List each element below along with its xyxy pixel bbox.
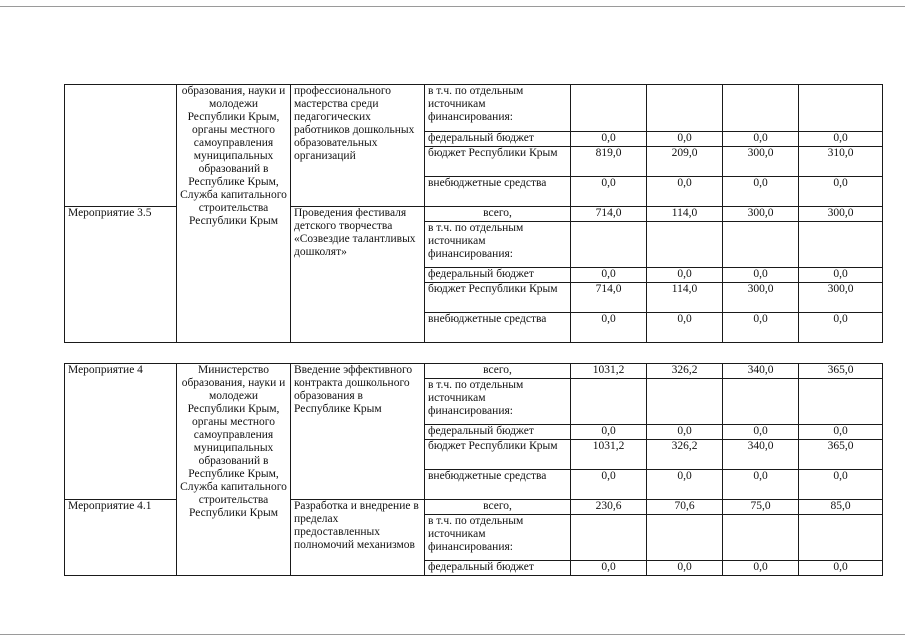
amount-total: 1031,2: [571, 364, 647, 379]
amount-year-2: 300,0: [723, 283, 799, 313]
funding-source: бюджет Республики Крым: [425, 440, 571, 470]
amount-year-3: 0,0: [799, 132, 883, 147]
measure-label: Мероприятие 4.1: [65, 500, 177, 576]
funding-source: всего,: [425, 500, 571, 515]
amount-year-1: 0,0: [647, 313, 723, 343]
amount-year-2: 0,0: [723, 313, 799, 343]
funding-source: в т.ч. по отдельным источникам финансирования:: [425, 222, 571, 268]
amount-year-3: [799, 379, 883, 425]
amount-year-2: 0,0: [723, 470, 799, 500]
funding-source: федеральный бюджет: [425, 268, 571, 283]
amount-year-3: 365,0: [799, 364, 883, 379]
amount-year-2: [723, 515, 799, 561]
amount-total: 0,0: [571, 132, 647, 147]
amount-year-3: 0,0: [799, 177, 883, 207]
funding-source: всего,: [425, 207, 571, 222]
amount-year-2: [723, 222, 799, 268]
amount-year-2: 0,0: [723, 268, 799, 283]
amount-year-2: 0,0: [723, 132, 799, 147]
amount-year-3: 0,0: [799, 470, 883, 500]
amount-year-3: 0,0: [799, 313, 883, 343]
amount-year-3: [799, 222, 883, 268]
funding-source: бюджет Республики Крым: [425, 147, 571, 177]
funding-source: внебюджетные средства: [425, 313, 571, 343]
amount-year-1: [647, 379, 723, 425]
responsible-executor: образования, науки и молодежи Республики Крым, органы местного самоуправления муниципальных образований в Республике Крым, Служба капитального строительства Республики Крым: [177, 85, 291, 343]
scan-top-edge: [0, 6, 905, 7]
amount-total: [571, 379, 647, 425]
amount-year-1: 326,2: [647, 440, 723, 470]
amount-year-1: 0,0: [647, 177, 723, 207]
amount-year-2: 0,0: [723, 425, 799, 440]
amount-year-1: 0,0: [647, 132, 723, 147]
amount-year-3: 300,0: [799, 283, 883, 313]
funding-source: федеральный бюджет: [425, 561, 571, 576]
amount-year-1: [647, 222, 723, 268]
amount-total: 819,0: [571, 147, 647, 177]
table-row: [65, 364, 883, 379]
amount-year-2: 0,0: [723, 177, 799, 207]
amount-total: 0,0: [571, 313, 647, 343]
amount-year-1: [647, 85, 723, 132]
measure-name: Проведения фестиваля детского творчества «Созвездие талантливых дошколят»: [291, 207, 425, 343]
amount-year-2: 340,0: [723, 440, 799, 470]
measure-label-cell: [65, 85, 177, 207]
amount-total: 714,0: [571, 207, 647, 222]
funding-source: в т.ч. по отдельным источникам финансирования:: [425, 515, 571, 561]
amount-year-2: 0,0: [723, 561, 799, 576]
responsible-executor: Министерство образования, науки и молодежи Республики Крым, органы местного самоуправления муниципальных образований в Республике Крым, Служба капитального строительства Республики Крым: [177, 364, 291, 576]
amount-year-3: 310,0: [799, 147, 883, 177]
measure-label: Мероприятие 3.5: [65, 207, 177, 343]
measure-label: Мероприятие 4: [65, 364, 177, 500]
amount-year-3: 85,0: [799, 500, 883, 515]
funding-source: федеральный бюджет: [425, 132, 571, 147]
amount-year-1: 114,0: [647, 283, 723, 313]
amount-year-3: 365,0: [799, 440, 883, 470]
amount-total: 0,0: [571, 268, 647, 283]
funding-source: в т.ч. по отдельным источникам финансирования:: [425, 379, 571, 425]
amount-year-3: 0,0: [799, 425, 883, 440]
amount-year-1: 0,0: [647, 268, 723, 283]
amount-year-2: 300,0: [723, 147, 799, 177]
table-row: [65, 85, 883, 132]
measure-name: Разработка и внедрение в пределах предоставленных полномочий механизмов: [291, 500, 425, 576]
scan-bottom-edge: [0, 634, 905, 635]
amount-total: 714,0: [571, 283, 647, 313]
amount-year-2: 340,0: [723, 364, 799, 379]
measure-name: профессионального мастерства среди педагогических работников дошкольных образовательных организаций: [291, 85, 425, 207]
program-budget-table-2: [64, 363, 883, 576]
amount-total: [571, 85, 647, 132]
amount-year-1: 0,0: [647, 425, 723, 440]
amount-total: 0,0: [571, 561, 647, 576]
funding-source: внебюджетные средства: [425, 470, 571, 500]
amount-year-1: 0,0: [647, 561, 723, 576]
funding-source: бюджет Республики Крым: [425, 283, 571, 313]
program-budget-table-1: [64, 84, 883, 343]
amount-total: [571, 222, 647, 268]
amount-total: 230,6: [571, 500, 647, 515]
amount-year-3: 300,0: [799, 207, 883, 222]
amount-total: 0,0: [571, 177, 647, 207]
funding-source: всего,: [425, 364, 571, 379]
amount-year-1: 0,0: [647, 470, 723, 500]
amount-year-1: [647, 515, 723, 561]
amount-total: 0,0: [571, 425, 647, 440]
funding-source: в т.ч. по отдельным источникам финансирования:: [425, 85, 571, 132]
amount-year-3: [799, 515, 883, 561]
amount-total: [571, 515, 647, 561]
amount-year-1: 209,0: [647, 147, 723, 177]
amount-total: 0,0: [571, 470, 647, 500]
amount-year-1: 70,6: [647, 500, 723, 515]
funding-source: федеральный бюджет: [425, 425, 571, 440]
amount-total: 1031,2: [571, 440, 647, 470]
amount-year-2: [723, 379, 799, 425]
amount-year-2: [723, 85, 799, 132]
amount-year-3: [799, 85, 883, 132]
funding-source: внебюджетные средства: [425, 177, 571, 207]
amount-year-1: 114,0: [647, 207, 723, 222]
amount-year-1: 326,2: [647, 364, 723, 379]
amount-year-2: 75,0: [723, 500, 799, 515]
amount-year-2: 300,0: [723, 207, 799, 222]
measure-name: Введение эффективного контракта дошкольного образования в Республике Крым: [291, 364, 425, 500]
amount-year-3: 0,0: [799, 268, 883, 283]
amount-year-3: 0,0: [799, 561, 883, 576]
